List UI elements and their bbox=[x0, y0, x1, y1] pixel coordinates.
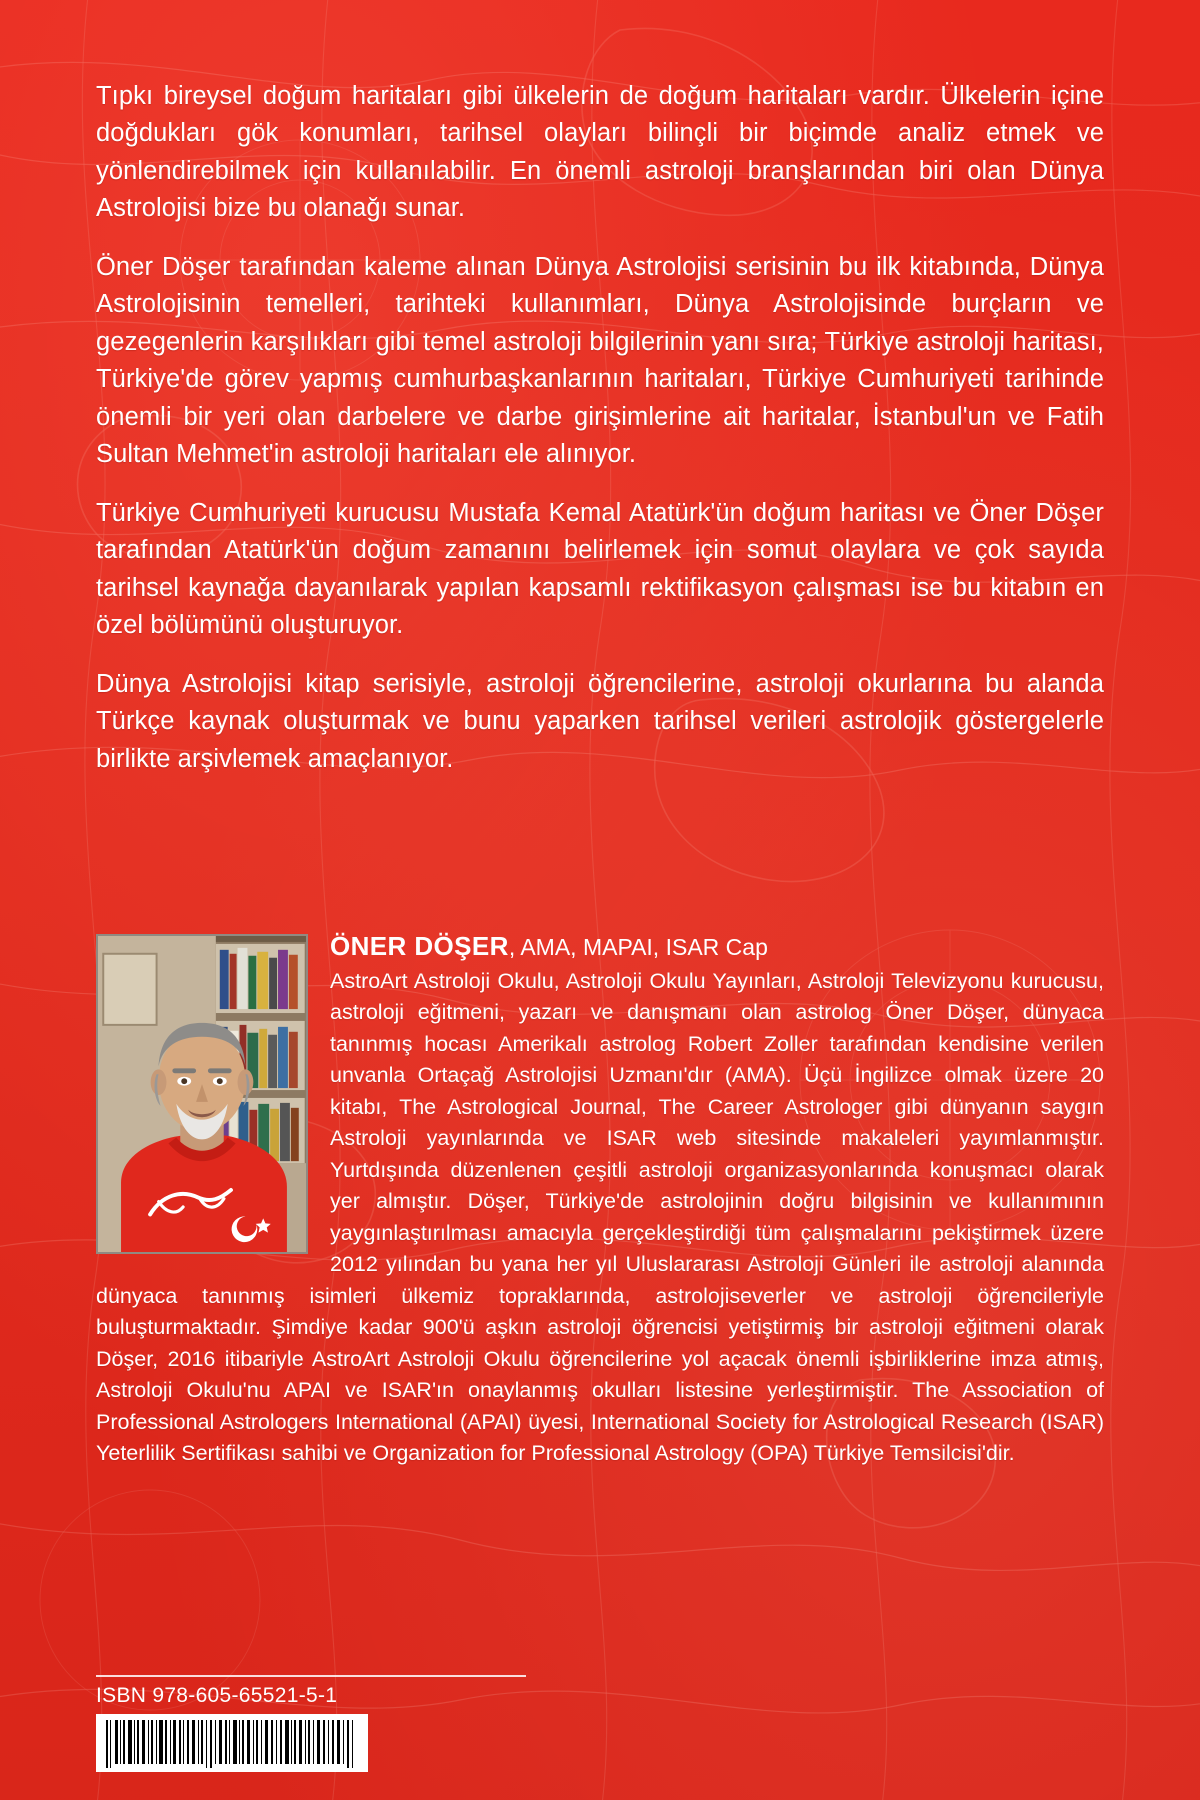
author-portrait-photo bbox=[96, 934, 308, 1254]
author-biography: AstroArt Astroloji Okulu, Astroloji Okulu Yayınları, Astroloji Televizyonu kurucusu, astroloji eğitmeni, yazarı ve danışmanı olan astrolog Öner Döşer, dünyaca tanınmış hocası Amerikalı astrolog Robert Zoller tarafından kendisine verilen unvanla Ortaçağ Astrolojisi Uzmanı'dır (AMA). Üçü İngilizce olmak üzere 20 kitabı, The Astrological Journal, The Career Astrologer gibi dünyanın saygın Astroloji yayınlarında ve ISAR web sitesinde makaleleri yayımlanmıştır. Yurtdışında düzenlenen çeşitli astroloji organizasyonlarında konuşmacı olarak yer almıştır. Döşer, Türkiye'de astrolojinin doğru bilgisinin ve kullanımının yaygınlaştırılması amacıyla gerçekleştirdiği tüm çalışmalarını pekiştirmek üzere 2012 yılından bu yana her yıl Uluslararası Astroloji Günleri ile astroloji alanında dünyaca tanınmış isimleri ülkemiz topraklarında, astrolojiseverler ve astroloji öğrencileriyle buluşturmaktadır. Şimdiye kadar 900'ü aşkın astroloji öğrencisi yetiştirmiş bir astroloji eğitmeni olarak Döşer, 2016 itibariyle AstroArt Astroloji Okulu öğrencilerine yol açacak önemli işbirliklerine imza atmış, Astroloji Okulu'nu APAI ve ISAR'ın onaylanmış okulları listesine yerleştirmiştir. The Association of Professional Astrologers International (APAI) üyesi, International Society for Astrological Research (ISAR) Yeterlilik Sertifikası sahibi ve Organization for Professional Astrology (OPA) Türkiye Temsilcisi'dir. bbox=[96, 968, 1104, 1466]
blurb-paragraph-1: Tıpkı bireysel doğum haritaları gibi ülkelerin de doğum haritaları vardır. Ülkelerin içine doğdukları gök konumları, tarihsel olayları bilinçli bir biçimde analiz etmek ve yönlendirebilmek için kullanılabilir. En önemli astroloji branşlarından biri olan Dünya Astrolojisi bize bu olanağı sunar. bbox=[96, 82, 1104, 223]
blurb-paragraph-2: Öner Döşer tarafından kaleme alınan Dünya Astrolojisi serisinin bu ilk kitabında, Dünya Astrolojisinin temelleri, tarihteki kullanımları, Dünya Astrolojisinde burçların ve gezegenlerin karşılıkları gibi temel astroloji bilgilerinin yanı sıra; Türkiye astroloji haritası, Türkiye'de görev yapmış cumhurbaşkanlarının haritaları, Türkiye Cumhuriyeti tarihinde önemli bir yeri olan darbelere ve darbe girişimlerine ait haritalar, İstanbul'un ve Fatih Sultan Mehmet'in astroloji haritaları ele alınıyor. bbox=[96, 252, 1104, 469]
author-section bbox=[96, 930, 1104, 1470]
back-cover-blurb bbox=[96, 78, 1104, 778]
isbn-area bbox=[96, 1675, 526, 1772]
blurb-paragraph-4: Dünya Astrolojisi kitap serisiyle, astroloji öğrencilerine, astroloji okurlarına bu alanda Türkçe kaynak oluşturmak ve bunu yaparken tarihsel verileri astrolojik göstergelerle birlikte arşivlemek amaçlanıyor. bbox=[96, 669, 1104, 773]
isbn-divider bbox=[96, 1675, 526, 1677]
blurb-paragraph-3: Türkiye Cumhuriyeti kurucusu Mustafa Kemal Atatürk'ün doğum haritası ve Öner Döşer tarafından Atatürk'ün doğum zamanını belirlemek için somut olaylara ve çok sayıda tarihsel kaynağa dayanılarak yapılan kapsamlı rektifikasyon çalışması ise bu kitabın en özel bölümünü oluşturuyor. bbox=[96, 498, 1104, 640]
isbn-number: ISBN 978-605-65521-5-1 bbox=[96, 1684, 338, 1707]
isbn-barcode bbox=[96, 1714, 368, 1772]
author-name: ÖNER DÖŞER bbox=[330, 931, 509, 961]
author-credentials: , AMA, MAPAI, ISAR Cap bbox=[508, 934, 768, 960]
